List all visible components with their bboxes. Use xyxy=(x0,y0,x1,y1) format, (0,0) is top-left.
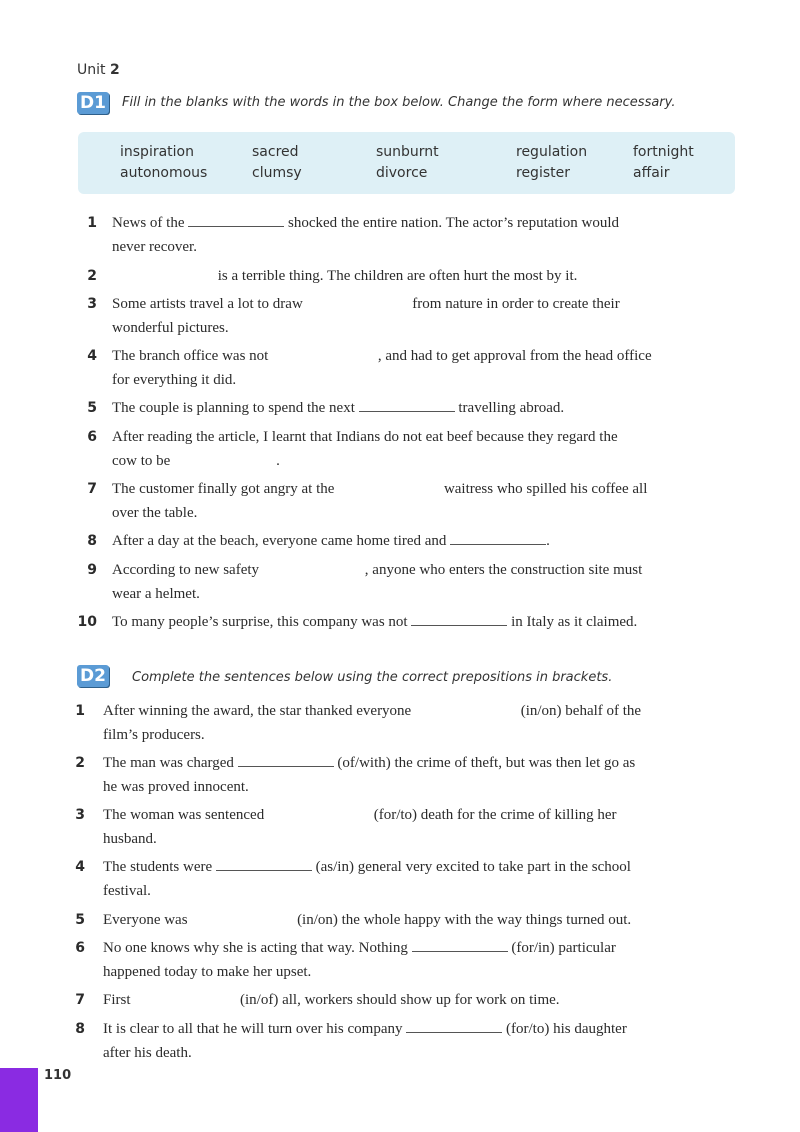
page-color-bar xyxy=(0,1068,38,1132)
exercise-badge-d2: D2 xyxy=(77,665,109,687)
word-item: autonomous xyxy=(120,165,208,181)
question-text xyxy=(112,558,732,606)
word-item: divorce xyxy=(376,165,428,181)
answer-blank[interactable] xyxy=(359,397,455,412)
question-text xyxy=(112,211,732,259)
text-part: First xyxy=(103,992,131,1008)
question-number: 8 xyxy=(75,1021,85,1037)
question-number: 8 xyxy=(87,533,97,549)
text-part: for everything it did. xyxy=(112,372,237,388)
word-item: clumsy xyxy=(252,165,302,181)
question-text xyxy=(112,529,732,553)
text-part: After winning the award, the star thanked everyone xyxy=(103,703,412,719)
text-part: . xyxy=(546,533,550,549)
text-part: from nature in order to create their xyxy=(412,296,620,312)
unit-number: 2 xyxy=(109,62,120,78)
text-part: (in/on) the whole happy with the way things turned out. xyxy=(297,912,632,928)
question-text xyxy=(103,855,723,903)
text-part: (of/with) the crime of theft, but was then let go as xyxy=(337,755,636,771)
question-number: 6 xyxy=(87,429,97,445)
text-part: The woman was sentenced xyxy=(103,807,265,823)
answer-blank[interactable] xyxy=(216,856,312,871)
text-part: (in/on) behalf of the xyxy=(520,703,642,719)
word-item: affair xyxy=(633,165,670,181)
question-text xyxy=(103,908,723,932)
text-part: wonderful pictures. xyxy=(112,320,229,336)
text-part: he was proved innocent. xyxy=(103,779,249,795)
text-part: News of the xyxy=(112,215,185,231)
text-part: travelling abroad. xyxy=(458,400,565,416)
question-number: 5 xyxy=(87,400,97,416)
text-part: is a terrible thing. The children are often hurt the most by it. xyxy=(217,268,578,284)
question-text: After reading the article, I learnt that Indians do not eat beef because they regard the cow to be . xyxy=(112,429,618,469)
text-part: According to new safety xyxy=(112,562,260,578)
text-part: wear a helmet. xyxy=(112,586,200,602)
text-part: shocked the entire nation. The actor’s reputation would xyxy=(287,215,620,231)
question-text xyxy=(103,1017,723,1065)
question-text xyxy=(112,292,732,340)
text-part: , anyone who enters the construction site must xyxy=(364,562,643,578)
question-number: 7 xyxy=(87,481,97,497)
text-part: happened today to make her upset. xyxy=(103,964,312,980)
text-part: The man was charged xyxy=(103,755,234,771)
text-part: (for/to) death for the crime of killing her xyxy=(373,807,617,823)
answer-blank[interactable] xyxy=(188,212,284,227)
question-text xyxy=(103,803,723,851)
question-text xyxy=(112,477,732,525)
text-part: never recover. xyxy=(112,239,197,255)
question-number: 10 xyxy=(77,614,97,630)
word-box xyxy=(78,132,735,194)
question-number: 2 xyxy=(87,268,97,284)
text-part: husband. xyxy=(103,831,157,847)
answer-blank[interactable] xyxy=(238,752,334,767)
text-part: Everyone was xyxy=(103,912,188,928)
question-number: 1 xyxy=(87,215,97,231)
text-part: (for/to) his daughter xyxy=(506,1021,627,1037)
text-part: After a day at the beach, everyone came home tired and xyxy=(112,533,447,549)
exercise-badge-d1: D1 xyxy=(77,92,109,114)
text-part: cow to be xyxy=(112,453,171,469)
text-part: (for/in) particular xyxy=(511,940,616,956)
word-item: inspiration xyxy=(120,144,194,160)
question-number: 2 xyxy=(75,755,85,771)
question-text xyxy=(112,396,732,420)
word-item: fortnight xyxy=(633,144,694,160)
question-text xyxy=(112,344,732,392)
text-part: The couple is planning to spend the next xyxy=(112,400,355,416)
word-item: register xyxy=(516,165,570,181)
text-part: film’s producers. xyxy=(103,727,205,743)
text-part: The students were xyxy=(103,859,213,875)
question-number: 1 xyxy=(75,703,85,719)
text-part: waitress who spilled his coffee all xyxy=(443,481,648,497)
d1-instruction: Fill in the blanks with the words in the box below. Change the form where necessary. xyxy=(122,95,676,110)
question-number: 6 xyxy=(75,940,85,956)
question-number: 4 xyxy=(87,348,97,364)
text-part: (as/in) general very excited to take part in the school xyxy=(315,859,631,875)
answer-blank[interactable] xyxy=(412,937,508,952)
answer-blank[interactable] xyxy=(411,611,507,626)
question-text xyxy=(112,610,732,634)
unit-heading xyxy=(77,62,120,78)
question-number: 7 xyxy=(75,992,85,1008)
word-item: sacred xyxy=(252,144,299,160)
text-part: The customer finally got angry at the xyxy=(112,481,335,497)
text-part: festival. xyxy=(103,883,151,899)
question-number: 3 xyxy=(75,807,85,823)
question-number: 9 xyxy=(87,562,97,578)
question-text xyxy=(103,988,723,1012)
question-number: 4 xyxy=(75,859,85,875)
question-number: 3 xyxy=(87,296,97,312)
page-number: 110 xyxy=(44,1068,72,1083)
question-text xyxy=(112,264,732,288)
text-part: It is clear to all that he will turn over his company xyxy=(103,1021,403,1037)
text-part: over the table. xyxy=(112,505,198,521)
text-part: in Italy as it claimed. xyxy=(511,614,638,630)
text-part: No one knows why she is acting that way. Nothing xyxy=(103,940,408,956)
text-part: Some artists travel a lot to draw xyxy=(112,296,303,312)
answer-blank[interactable] xyxy=(406,1018,502,1033)
question-number: 5 xyxy=(75,912,85,928)
text-part: The branch office was not xyxy=(112,348,269,364)
text-part: (in/of) all, workers should show up for work on time. xyxy=(240,992,560,1008)
question-text xyxy=(103,751,723,799)
unit-label: Unit xyxy=(77,62,106,78)
word-item: sunburnt xyxy=(376,144,439,160)
answer-blank[interactable] xyxy=(450,530,546,545)
question-text xyxy=(103,936,723,984)
text-part: After reading the article, I learnt that Indians do not eat beef because they regard the xyxy=(112,429,618,445)
text-part: after his death. xyxy=(103,1045,192,1061)
question-text xyxy=(103,699,723,747)
text-part: , and had to get approval from the head office xyxy=(377,348,652,364)
word-item: regulation xyxy=(516,144,588,160)
d2-instruction: Complete the sentences below using the correct prepositions in brackets. xyxy=(132,670,613,685)
text-part: To many people’s surprise, this company was not xyxy=(112,614,408,630)
